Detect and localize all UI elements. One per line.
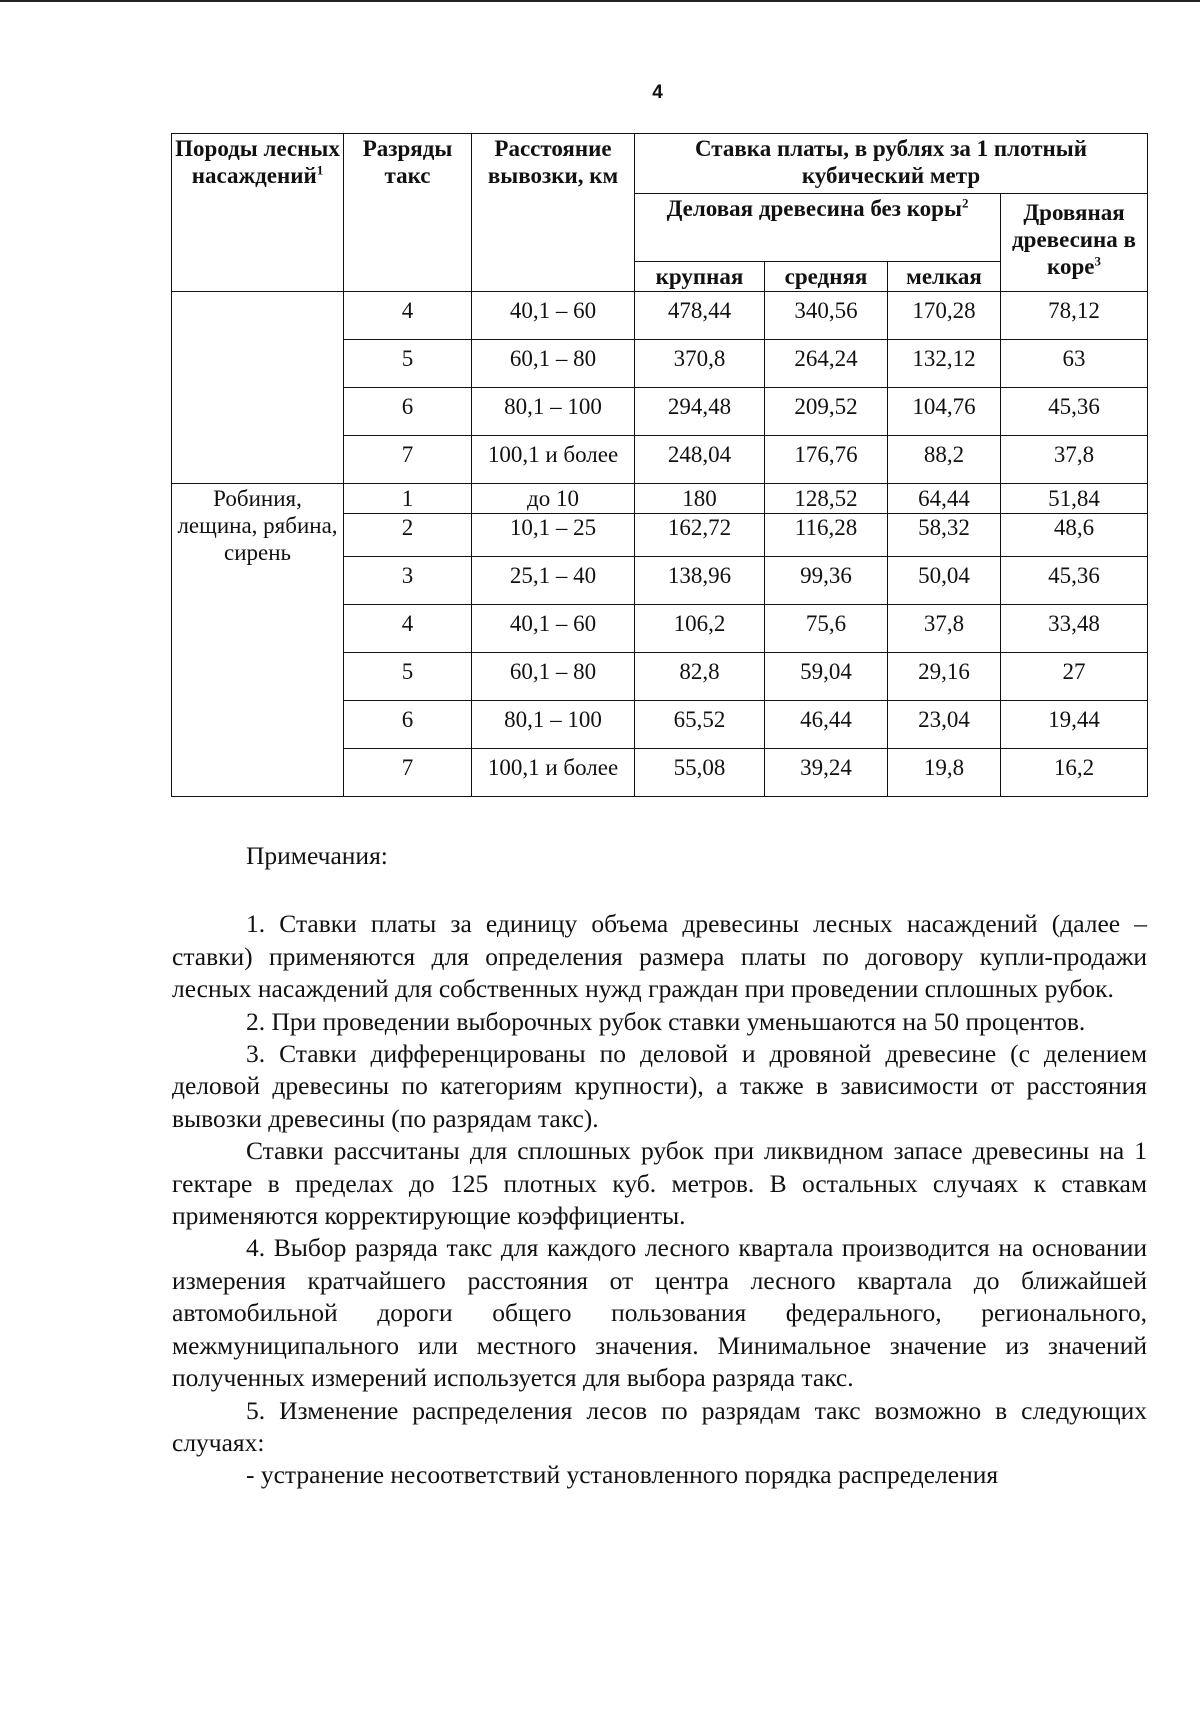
header-small: мелкая <box>888 262 1001 292</box>
fuel-cell: 78,12 <box>1001 292 1148 340</box>
large-cell: 65,52 <box>635 701 765 749</box>
large-cell: 478,44 <box>635 292 765 340</box>
fuel-cell: 51,84 <box>1001 484 1148 514</box>
medium-cell: 264,24 <box>765 340 888 388</box>
medium-cell: 176,76 <box>765 436 888 484</box>
header-grade: Разряды такс <box>344 134 472 292</box>
small-cell: 23,04 <box>888 701 1001 749</box>
grade-cell: 1 <box>344 484 472 514</box>
distance-cell: 100,1 и более <box>472 436 635 484</box>
distance-cell: 60,1 – 80 <box>472 340 635 388</box>
medium-cell: 116,28 <box>765 514 888 557</box>
grade-cell: 6 <box>344 388 472 436</box>
large-cell: 138,96 <box>635 557 765 605</box>
medium-cell: 75,6 <box>765 605 888 653</box>
distance-cell: 40,1 – 60 <box>472 292 635 340</box>
small-cell: 132,12 <box>888 340 1001 388</box>
distance-cell: до 10 <box>472 484 635 514</box>
distance-cell: 100,1 и более <box>472 749 635 797</box>
header-large: крупная <box>635 262 765 292</box>
medium-cell: 128,52 <box>765 484 888 514</box>
large-cell: 82,8 <box>635 653 765 701</box>
note-paragraph: 4. Выбор разряда такс для каждого лесного квартала производится на основании измерения кратчайшего расстояния от центра лесного квартала до ближайшей автомобильной дороги общего пользования федерального, регионального, межмуниципального или местного значения. Минимальное значение из значений полученных измерений используется для выбора разряда такс. <box>172 1233 1147 1393</box>
medium-cell: 59,04 <box>765 653 888 701</box>
notes-section <box>172 840 1147 1492</box>
distance-cell: 80,1 – 100 <box>472 388 635 436</box>
header-rate: Ставка платы, в рублях за 1 плотный кубический метр <box>635 134 1148 194</box>
fuel-cell: 63 <box>1001 340 1148 388</box>
small-cell: 29,16 <box>888 653 1001 701</box>
fuel-cell: 33,48 <box>1001 605 1148 653</box>
distance-cell: 80,1 – 100 <box>472 701 635 749</box>
header-business-wood: Деловая древесина без коры$^2$ <box>635 194 1001 262</box>
small-cell: 50,04 <box>888 557 1001 605</box>
small-cell: 104,76 <box>888 388 1001 436</box>
large-cell: 162,72 <box>635 514 765 557</box>
small-cell: 88,2 <box>888 436 1001 484</box>
fuel-cell: 45,36 <box>1001 557 1148 605</box>
notes-title: Примечания: <box>246 841 388 870</box>
small-cell: 37,8 <box>888 605 1001 653</box>
medium-cell: 340,56 <box>765 292 888 340</box>
note-paragraph: 5. Изменение распределения лесов по разрядам такс возможно в следующих случаях: <box>172 1395 1147 1457</box>
large-cell: 180 <box>635 484 765 514</box>
small-cell: 64,44 <box>888 484 1001 514</box>
fuel-cell: 37,8 <box>1001 436 1148 484</box>
medium-cell: 46,44 <box>765 701 888 749</box>
grade-cell: 4 <box>344 292 472 340</box>
medium-cell: 39,24 <box>765 749 888 797</box>
header-medium: средняя <box>765 262 888 292</box>
fuel-cell: 19,44 <box>1001 701 1148 749</box>
large-cell: 248,04 <box>635 436 765 484</box>
small-cell: 58,32 <box>888 514 1001 557</box>
note-paragraph: 1. Ставки платы за единицу объема древесины лесных насаждений (далее – ставки) применяются для определения размера платы по договору купли-продажи лесных насаждений для собственных нужд граждан при проведении сплошных рубок. <box>172 909 1147 1004</box>
small-cell: 170,28 <box>888 292 1001 340</box>
large-cell: 55,08 <box>635 749 765 797</box>
medium-cell: 209,52 <box>765 388 888 436</box>
medium-cell: 99,36 <box>765 557 888 605</box>
rates-table <box>171 133 1148 797</box>
small-cell: 19,8 <box>888 749 1001 797</box>
large-cell: 294,48 <box>635 388 765 436</box>
grade-cell: 2 <box>344 514 472 557</box>
fuel-cell: 45,36 <box>1001 388 1148 436</box>
table-row <box>172 292 1148 340</box>
fuel-cell: 27 <box>1001 653 1148 701</box>
header-fuel-wood: Дровяная древесина в коре$^3$ <box>1001 194 1148 292</box>
grade-cell: 6 <box>344 701 472 749</box>
species-cell: Робиния, лещина, рябина, сирень <box>172 484 344 797</box>
note-paragraph: 3. Ставки дифференцированы по деловой и дровяной древесине (с делением деловой древесины по категориям крупности), а также в зависимости от расстояния вывозки древесины (по разрядам такс). <box>172 1039 1147 1133</box>
distance-cell: 10,1 – 25 <box>472 514 635 557</box>
large-cell: 370,8 <box>635 340 765 388</box>
fuel-cell: 16,2 <box>1001 749 1148 797</box>
table-row <box>172 484 1148 514</box>
grade-cell: 3 <box>344 557 472 605</box>
distance-cell: 25,1 – 40 <box>472 557 635 605</box>
grade-cell: 5 <box>344 340 472 388</box>
grade-cell: 5 <box>344 653 472 701</box>
distance-cell: 60,1 – 80 <box>472 653 635 701</box>
grade-cell: 7 <box>344 436 472 484</box>
grade-cell: 7 <box>344 749 472 797</box>
distance-cell: 40,1 – 60 <box>472 605 635 653</box>
rates-table-body <box>172 292 1148 797</box>
rates-table-header <box>172 134 1148 292</box>
note-paragraph: Ставки рассчитаны для сплошных рубок при ликвидном запасе древесины на 1 гектаре в пределах до 125 плотных куб. метров. В остальных случаях к ставкам применяются корректирующие коэффициенты. <box>172 1136 1147 1231</box>
fuel-cell: 48,6 <box>1001 514 1148 557</box>
grade-cell: 4 <box>344 605 472 653</box>
header-distance: Расстояние вывозки, км <box>472 134 635 292</box>
note-paragraph: 2. При проведении выборочных рубок ставки уменьшаются на 50 процентов. <box>246 1006 1086 1036</box>
header-species: Породы лесных насаждений$^1$ <box>172 134 344 292</box>
page-top-border <box>0 0 1200 2</box>
species-cell <box>172 292 344 484</box>
page-number: 4 <box>652 82 663 103</box>
large-cell: 106,2 <box>635 605 765 653</box>
note-paragraph: - устранение несоответствий установленного порядка распределения <box>246 1460 999 1490</box>
